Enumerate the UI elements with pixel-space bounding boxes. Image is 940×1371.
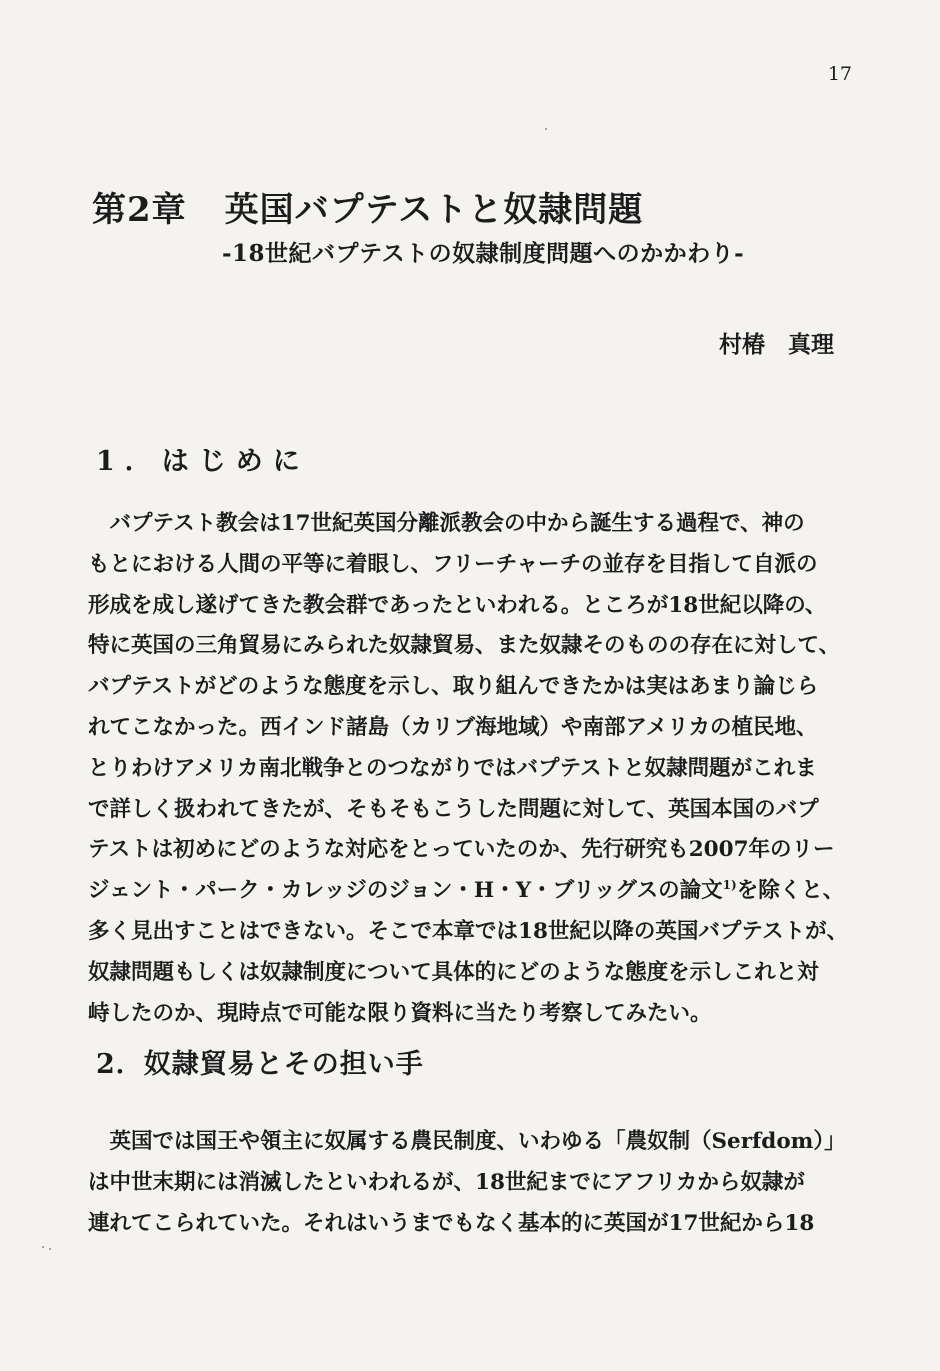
- scan-speck: [49, 1248, 51, 1250]
- text-line: は中世末期には消滅したといわれるが、18世紀までにアフリカから奴隷が: [88, 1169, 805, 1195]
- chapter-title: [92, 188, 852, 232]
- text-line: 英国では国王や領主に奴属する農民制度、いわゆる「農奴制（Serfdom）」: [88, 1129, 846, 1154]
- text-line-end: を除くと、: [736, 878, 845, 904]
- paragraph-slave-trade: [88, 1122, 848, 1244]
- text-line: とりわけアメリカ南北戦争とのつながりではバプテストと奴隷問題がこれま: [88, 755, 817, 781]
- author-name: 村椿 真理: [719, 331, 834, 358]
- section-heading-slave-trade: 2．奴隷貿易とその担い手: [96, 1049, 424, 1080]
- section-heading-introduction: 1．はじめに: [96, 446, 310, 477]
- text-line: バプテスト教会は17世紀英国分離派教会の中から誕生する過程で、神の: [88, 511, 805, 536]
- chapter-number: 第2章: [92, 190, 187, 230]
- text-line: バプテストがどのような態度を示し、取り組んできたかは実はあまり論じら: [88, 674, 819, 700]
- text-line: テストは初めにどのような対応をとっていたのか、先行研究も2007年のリー: [88, 837, 835, 863]
- text-line: で詳しく扱われてきたが、そもそもこうした問題に対して、英国本国のバプ: [88, 796, 819, 822]
- text-line: れてこなかった。西インド諸島（カリブ海地域）や南部アメリカの植民地、: [88, 714, 818, 740]
- text-line: 奴隷問題もしくは奴隷制度について具体的にどのような態度を示しこれと対: [88, 959, 819, 985]
- text-line: 特に英国の三角貿易にみられた奴隷貿易、また奴隷そのものの存在に対して、: [88, 633, 841, 659]
- page-number: 17: [827, 63, 852, 85]
- text-line: 峙したのか、現時点で可能な限り資料に当たり考察してみたい。: [88, 1000, 712, 1026]
- scan-speck: [42, 1246, 44, 1248]
- text-line: 多く見出すことはできない。そこで本章では18世紀以降の英国バプテストが、: [88, 918, 849, 944]
- text-line: 形成を成し遂げてきた教会群であったといわれる。ところが18世紀以降の、: [88, 592, 827, 618]
- text-line-with-footnote: [88, 871, 848, 912]
- text-line-start: ジェント・パーク・カレッジのジョン・H・Y・ブリッグスの論文: [88, 878, 723, 904]
- text-line: 連れてこられていた。それはいうまでもなく基本的に英国が17世紀から18: [88, 1210, 815, 1236]
- footnote-marker[interactable]: 1): [722, 878, 737, 893]
- text-line: もとにおける人間の平等に着眼し、フリーチャーチの並存を目指して自派の: [88, 551, 818, 577]
- chapter-title-text: 英国バプテストと奴隷問題: [224, 190, 644, 230]
- scan-speck: [545, 128, 547, 130]
- paragraph-introduction: [88, 504, 848, 1034]
- chapter-subtitle: -18世紀バプテストの奴隷制度問題へのかかわり-: [222, 240, 745, 267]
